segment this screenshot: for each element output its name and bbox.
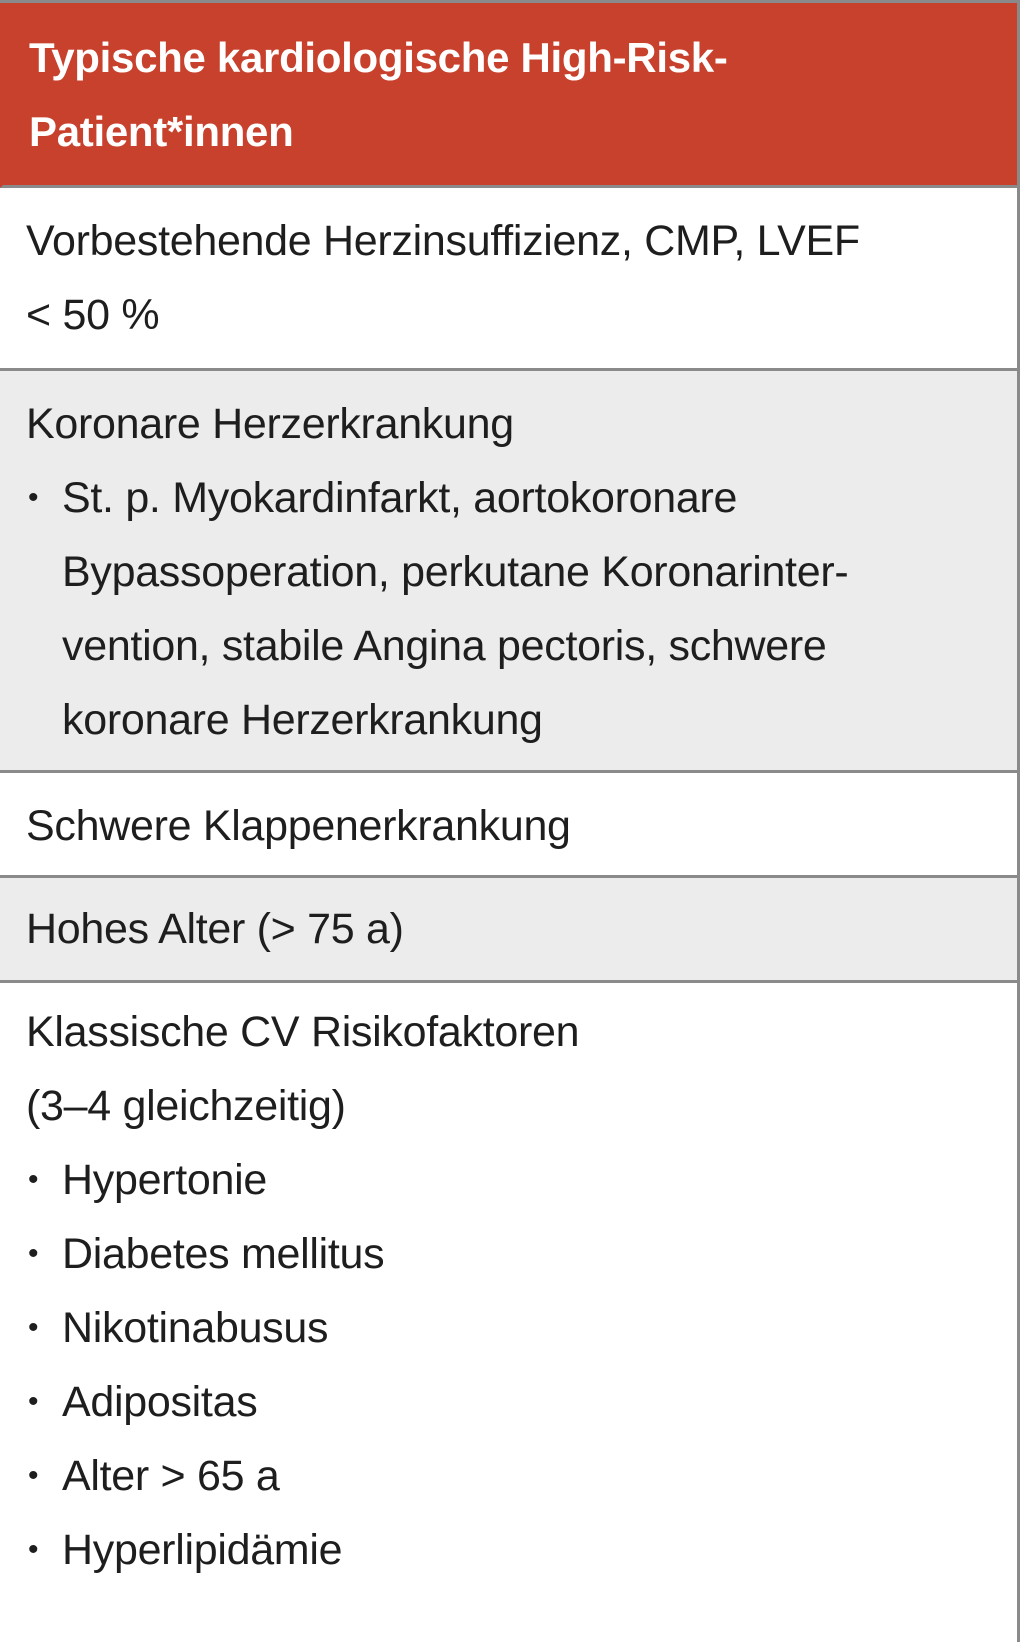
bullet-text-line-3: vention, stabile Angina pectoris, schwere bbox=[62, 622, 827, 670]
header-title-line-1: Typische kardiologische High-Risk- bbox=[29, 34, 728, 81]
bullet-icon: • bbox=[28, 1311, 39, 1344]
list-item-label: Nikotinabusus bbox=[62, 1304, 329, 1352]
bullet-icon: • bbox=[28, 481, 39, 514]
table-row-high-age bbox=[0, 878, 1017, 983]
bullet-list bbox=[26, 1143, 997, 1587]
table-row-valve-disease bbox=[0, 773, 1017, 878]
row-text-line-1: Vorbestehende Herzinsuffizienz, CMP, LVEF bbox=[26, 217, 860, 265]
list-item bbox=[26, 461, 997, 757]
bullet-icon: • bbox=[28, 1163, 39, 1196]
header-title-line-2: Patient*innen bbox=[29, 108, 294, 155]
bullet-text-line-4: koronare Herzerkrankung bbox=[62, 696, 543, 744]
row-text-line-1: Schwere Klappenerkrankung bbox=[26, 802, 571, 850]
bullet-list bbox=[26, 461, 997, 757]
list-item-label: Alter > 65 a bbox=[62, 1452, 280, 1500]
table-row-heart-failure bbox=[0, 188, 1017, 371]
row-title: Koronare Herzerkrankung bbox=[26, 400, 514, 448]
table-row-coronary-disease bbox=[0, 371, 1017, 773]
bullet-text-line-2: Bypassoperation, perkutane Koronarinter- bbox=[62, 548, 849, 596]
list-item bbox=[26, 1513, 997, 1587]
table-row-cv-risk-factors bbox=[0, 983, 1017, 1645]
row-text-line-2: < 50 % bbox=[26, 291, 160, 339]
bullet-icon: • bbox=[28, 1533, 39, 1566]
bullet-text-line-1: St. p. Myokardinfarkt, aortokoronare bbox=[62, 474, 738, 522]
row-title-line-1: Klassische CV Risikofaktoren bbox=[26, 1008, 580, 1056]
list-item bbox=[26, 1439, 997, 1513]
list-item-label: Hyperlipidämie bbox=[62, 1526, 343, 1574]
list-item-label: Adipositas bbox=[62, 1378, 258, 1426]
bullet-icon: • bbox=[28, 1459, 39, 1492]
list-item bbox=[26, 1365, 997, 1439]
row-text-line-1: Hohes Alter (> 75 a) bbox=[26, 905, 404, 953]
list-item-label: Diabetes mellitus bbox=[62, 1230, 385, 1278]
table-header bbox=[0, 3, 1017, 188]
bullet-icon: • bbox=[28, 1385, 39, 1418]
list-item bbox=[26, 1291, 997, 1365]
list-item-label: Hypertonie bbox=[62, 1156, 267, 1204]
list-item bbox=[26, 1143, 997, 1217]
row-title-line-2: (3–4 gleichzeitig) bbox=[26, 1082, 346, 1130]
list-item bbox=[26, 1217, 997, 1291]
bullet-icon: • bbox=[28, 1237, 39, 1270]
